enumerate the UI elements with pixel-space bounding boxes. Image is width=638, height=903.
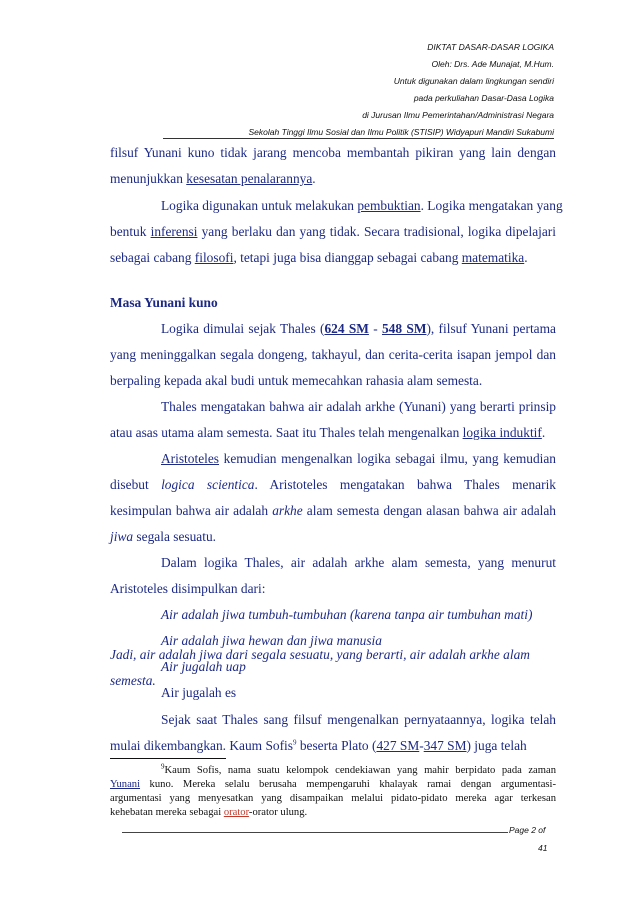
body-line: yang meninggalkan segala dongeng, takhayul, dan cerita-cerita isapan jempol dan — [110, 347, 556, 362]
header-divider — [163, 138, 554, 139]
body-line: Sejak saat Thales sang filsuf mengenalkan pernyataannya, logika telah — [161, 712, 556, 727]
list-item: Air adalah jiwa hewan dan jiwa manusia — [161, 633, 382, 648]
body-line: jiwa segala sesuatu. — [110, 529, 216, 544]
body-line: Thales mengatakan bahwa air adalah arkhe (Yunani) yang berarti prinsip — [161, 399, 556, 414]
link-347-sm[interactable]: 347 SM — [423, 738, 467, 753]
body-line: Dalam logika Thales, air adalah arkhe alam semesta, yang menurut — [161, 555, 556, 570]
link-427-sm[interactable]: 427 SM — [376, 738, 420, 753]
page-total: 41 — [538, 843, 548, 853]
body-line: bentuk inferensi yang berlaku dan yang tidak. Secara tradisional, logika dipelajari — [110, 224, 556, 239]
footnote-line: $^9$Kaum Sofis, nama suatu kelompok cendekiawan yang mahir berpidato pada zaman — [161, 762, 556, 776]
body-line: sebagai cabang filosofi, tetapi juga bisa dianggap sebagai cabang matematika. — [110, 250, 528, 265]
link-aristoteles[interactable]: Aristoteles — [161, 451, 220, 466]
link-548-sm[interactable]: 548 SM — [381, 321, 427, 336]
footnote-line: argumentasi yang menyesatkan yang disampaikan melalui pidato-pidato mereka agar terkesan — [110, 793, 556, 804]
link-filosofi[interactable]: filosofi — [194, 250, 234, 265]
footnote-line: Yunani kuno. Mereka selalu berusaha mempengaruhi khalayak ramai dengan argumentasi- — [110, 779, 556, 790]
conclusion-text: Jadi, air adalah jiwa dari segala sesuatu, yang berarti, air adalah arkhe alam — [110, 647, 530, 662]
link-matematika[interactable]: matematika — [461, 250, 525, 265]
body-line: menunjukkan kesesatan penalarannya. — [110, 171, 316, 186]
footnote-line: kehebatan mereka sebagai orator-orator ulung. — [110, 807, 308, 818]
conclusion-text: semesta. — [110, 673, 156, 688]
page-label: Page 2 of — [509, 825, 546, 835]
body-line: disebut logica scientica. Aristoteles mengatakan bahwa Thales menarik — [110, 477, 556, 492]
body-line: Logika digunakan untuk melakukan pembuktian. Logika mengatakan yang — [161, 198, 563, 213]
body-line: atau asas utama alam semesta. Saat itu Thales telah mengenalkan logika induktif. — [110, 425, 546, 440]
link-logika-induktif[interactable]: logika induktif — [462, 425, 542, 440]
header-author: Oleh: Drs. Ade Munajat, M.Hum. — [431, 59, 554, 69]
body-line: mulai dikembangkan. Kaum Sofis$^9$ beserta Plato (427 SM-347 SM) juga telah — [110, 738, 527, 753]
body-line: berpaling kepada akal budi untuk memecahkan rahasia alam semesta. — [110, 373, 483, 388]
header-institution: Sekolah Tinggi Ilmu Sosial dan Ilmu Politik (STISIP) Widyapuri Mandiri Sukabumi — [248, 127, 554, 137]
body-line: Aristoteles disimpulkan dari: — [110, 581, 266, 596]
body-line: kesimpulan bahwa air adalah arkhe alam semesta dengan alasan bahwa air adalah — [110, 503, 556, 518]
link-kesesatan-penalaran[interactable]: kesesatan penalarannya — [186, 171, 313, 186]
footnote-ref[interactable]: 9 — [292, 738, 297, 747]
link-yunani[interactable]: Yunani — [110, 779, 141, 790]
header-course: pada perkuliahan Dasar-Dasa Logika — [413, 93, 554, 103]
body-line: Logika dimulai sejak Thales (624 SM - 548 SM), filsuf Yunani pertama — [161, 321, 556, 336]
link-624-sm[interactable]: 624 SM — [324, 321, 369, 336]
list-item: Air jugalah es — [161, 685, 237, 700]
link-orator[interactable]: orator — [223, 807, 249, 818]
body-line: Aristoteles kemudian mengenalkan logika sebagai ilmu, yang kemudian — [161, 451, 556, 466]
header-title: DIKTAT DASAR-DASAR LOGIKA — [427, 42, 554, 52]
body-line: filsuf Yunani kuno tidak jarang mencoba membantah pikiran yang lain dengan — [110, 145, 556, 160]
list-item: Air adalah jiwa tumbuh-tumbuhan (karena tanpa air tumbuhan mati) — [161, 607, 533, 622]
link-pembuktian[interactable]: pembuktian — [357, 198, 421, 213]
footnote-number: 9 — [161, 762, 165, 771]
header-department: di Jurusan Ilmu Pemerintahan/Administrasi Negara — [362, 110, 554, 120]
header-usage: Untuk digunakan dalam lingkungan sendiri — [393, 76, 554, 86]
list-item: Air jugalah uap — [161, 659, 246, 674]
link-inferensi[interactable]: inferensi — [150, 224, 198, 239]
section-heading: Masa Yunani kuno — [110, 295, 218, 310]
